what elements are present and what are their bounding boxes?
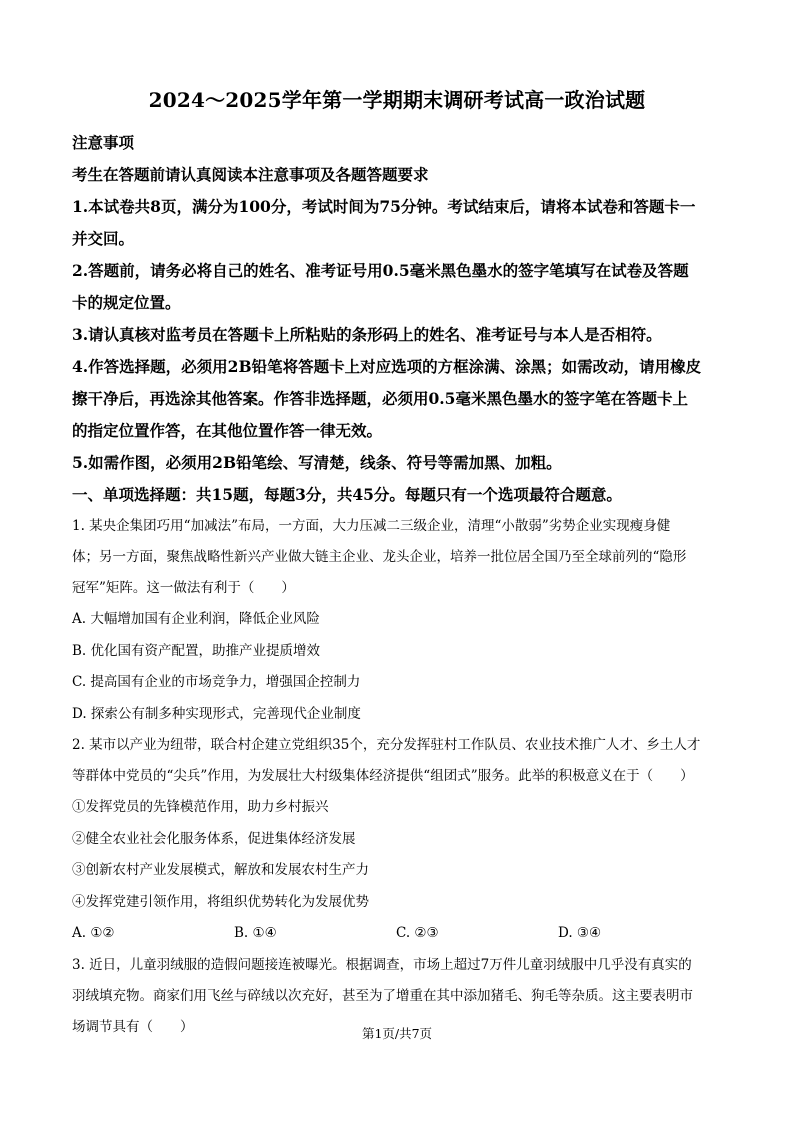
notice-item-3: 3.请认真核对监考员在答题卡上所粘贴的条形码上的姓名、准考证号与本人是否相符。: [72, 325, 662, 344]
notice-intro: 考生在答题前请认真阅读本注意事项及各题答题要求: [72, 165, 429, 184]
question-1-option-b: B. 优化国有资产配置，助推产业提质增效: [72, 642, 321, 659]
question-2: [72, 730, 722, 950]
notice-section: [72, 127, 722, 511]
question-2-statement-1: ①发挥党员的先锋模范作用，助力乡村振兴: [72, 799, 329, 815]
question-2-option-c: C. ②③: [396, 925, 439, 941]
question-3-stem-line1: 3. 近日，儿童羽绒服的造假问题接连被曝光。根据调查，市场上超过7万件儿童羽绒服中几乎没有真实的: [72, 956, 692, 973]
page-title: 2024～2025学年第一学期期末调研考试高一政治试题: [148, 88, 646, 112]
notice-heading: 注意事项: [72, 133, 135, 152]
question-2-statement-4: ④发挥党建引领作用，将组织优势转化为发展优势: [72, 893, 369, 910]
notice-item-1b: 并交回。: [72, 229, 135, 248]
question-1-option-d: D. 探索公有制多种实现形式，完善现代企业制度: [72, 705, 361, 722]
question-1-option-c: C. 提高国有企业的市场竞争力，增强国企控制力: [72, 674, 361, 690]
question-2-stem-line2: 等群体中党员的“尖兵”作用，为发展壮大村级集体经济提供“组团式”服务。此举的积极意义在于（ ）: [72, 768, 694, 784]
question-3-stem-line3: 场调节具有（ ）: [72, 1018, 194, 1035]
question-3-stem-line2: 羽绒填充物。商家们用飞丝与碎绒以次充好，甚至为了增重在其中添加猪毛、狗毛等杂质。这主要表明市: [72, 987, 693, 1004]
notice-item-1a: 1.本试卷共8页，满分为100分，考试时间为75分钟。考试结束后，请将本试卷和答题卡一: [72, 197, 696, 216]
notice-item-4a: 4.作答选择题，必须用2B铅笔将答题卡上对应选项的方框涂满、涂黑；如需改动，请用橡皮: [72, 357, 702, 376]
question-2-option-b: B. ①④: [234, 925, 277, 941]
question-2-options: [72, 918, 722, 950]
question-1-option-a: A. 大幅增加国有企业利润，降低企业风险: [72, 611, 320, 627]
notice-item-2b: 卡的规定位置。: [72, 293, 181, 312]
question-2-stem-line1: 2. 某市以产业为纽带，联合村企建立党组织35个，充分发挥驻村工作队员、农业技术推广人才、乡土人才: [72, 737, 701, 753]
question-1-stem-line2: 体；另一方面，聚焦战略性新兴产业做大链主企业、龙头企业，培养一批位居全国乃至全球前列的“隐形: [72, 549, 687, 565]
question-2-option-d: D. ③④: [558, 925, 602, 941]
question-2-option-a: A. ①②: [72, 925, 115, 941]
question-1-stem-line3: 冠军”矩阵。这一做法有利于（ ）: [72, 580, 295, 596]
notice-item-4b: 擦干净后，再选涂其他答案。作答非选择题，必须用0.5毫米黑色墨水的签字笔在答题卡上: [72, 389, 688, 408]
question-1: [72, 511, 722, 730]
notice-item-5: 5.如需作图，必须用2B铅笔绘、写清楚，线条、符号等需加黑、加粗。: [72, 453, 562, 472]
section-heading: 一、单项选择题：共15题，每题3分，共45分。每题只有一个选项最符合题意。: [72, 485, 622, 504]
question-2-statement-3: ③创新农村产业发展模式，解放和发展农村生产力: [72, 862, 369, 878]
page-footer: 第1页/共7页: [361, 1026, 433, 1041]
question-2-statement-2: ②健全农业社会化服务体系，促进集体经济发展: [72, 830, 356, 847]
question-1-stem-line1: 1. 某央企集团巧用“加减法”布局，一方面，大力压减二三级企业，清理“小散弱”劣势企业实现瘦身健: [72, 518, 671, 534]
notice-item-4c: 的指定位置作答，在其他位置作答一律无效。: [72, 421, 383, 440]
notice-item-2a: 2.答题前，请务必将自己的姓名、准考证号用0.5毫米黑色墨水的签字笔填写在试卷及答题: [72, 261, 689, 280]
